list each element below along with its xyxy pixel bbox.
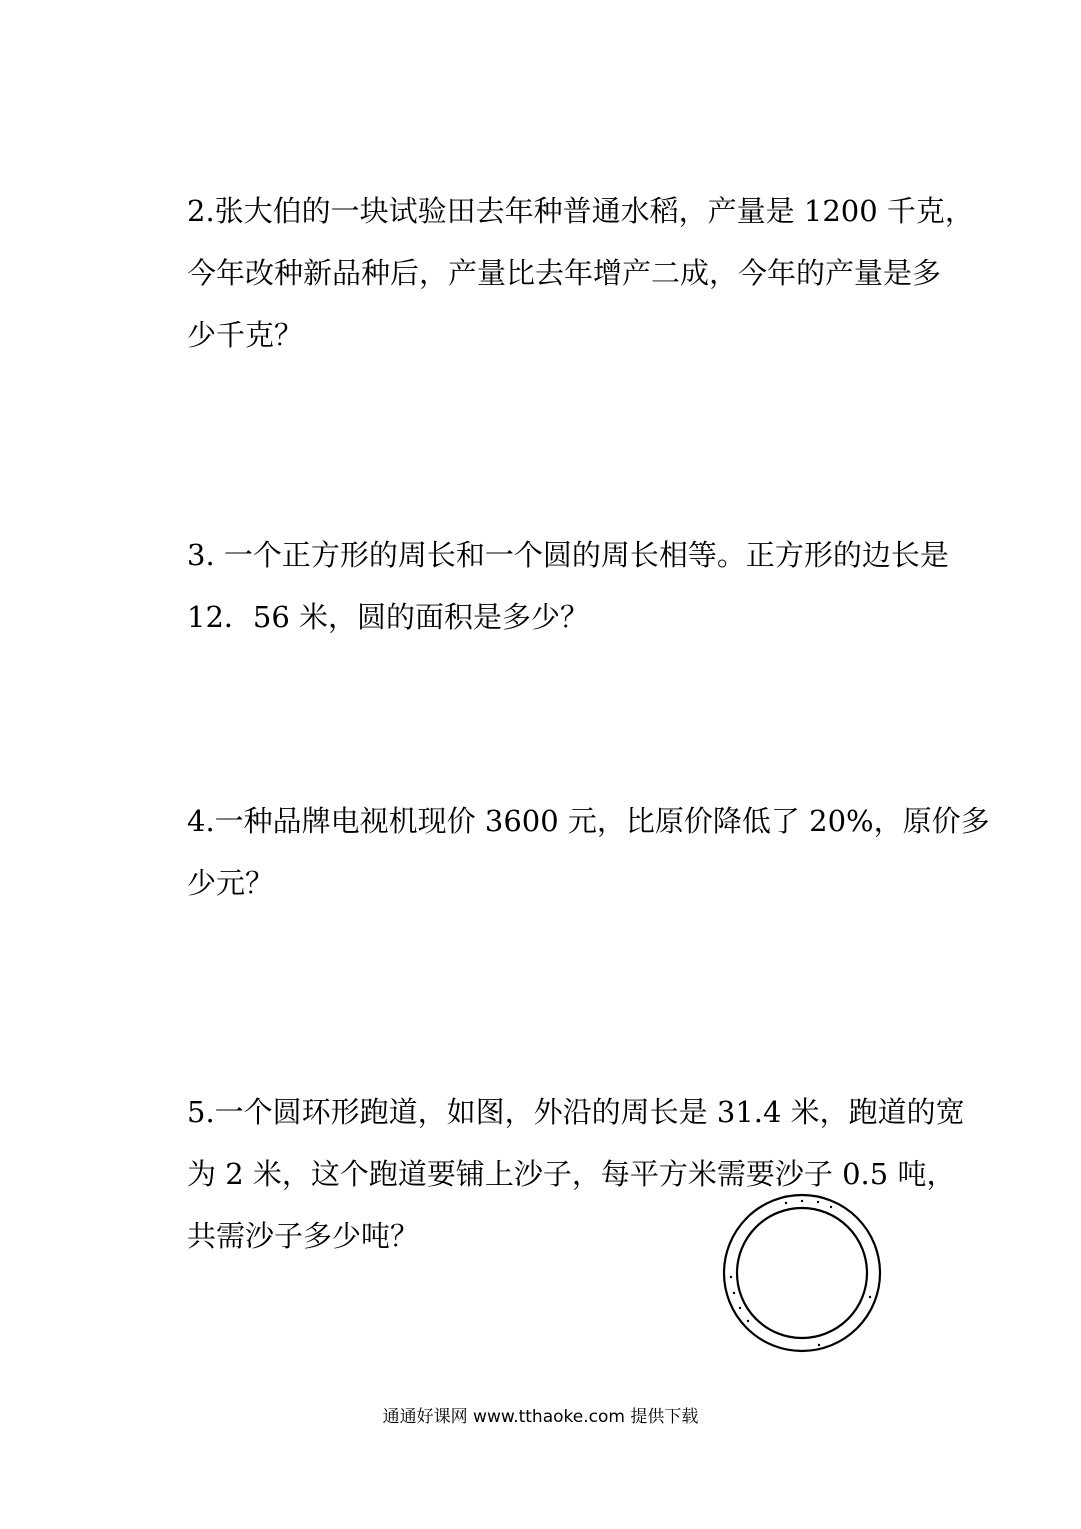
problem-3 [187, 524, 967, 648]
problem-2 [187, 180, 974, 366]
inner-circle [737, 1208, 867, 1338]
track-dot [730, 1276, 732, 1278]
track-dot [747, 1320, 749, 1322]
problem-line: 4.一种品牌电视机现价 3600 元，比原价降低了 20%，原价多 [187, 804, 990, 838]
problem-line: 12．56 米，圆的面积是多少？ [187, 600, 590, 634]
problem-line: 2.张大伯的一块试验田去年种普通水稻，产量是 1200 千克， [187, 194, 974, 228]
track-dot [817, 1201, 819, 1203]
track-dot [830, 1206, 832, 1208]
problem-line: 共需沙子多少吨？ [187, 1219, 420, 1253]
track-dot [869, 1296, 871, 1298]
outer-circle [724, 1195, 880, 1351]
problem-line: 为 2 米，这个跑道要铺上沙子，每平方米需要沙子 0.5 吨， [187, 1157, 956, 1191]
track-dot [733, 1292, 735, 1294]
problem-line: 今年改种新品种后，产量比去年增产二成，今年的产量是多 [187, 256, 942, 290]
track-dot [785, 1202, 787, 1204]
problem-line: 少千克？ [187, 318, 304, 352]
problem-4 [187, 790, 990, 914]
track-dot [801, 1200, 803, 1202]
track-dot [739, 1307, 741, 1309]
problem-line: 少元？ [187, 866, 275, 900]
ring-track-icon [718, 1189, 886, 1357]
problem-line: 5.一个圆环形跑道，如图，外沿的周长是 31.4 米，跑道的宽 [187, 1095, 965, 1129]
track-dot [818, 1344, 820, 1346]
problem-line: 3. 一个正方形的周长和一个圆的周长相等。正方形的边长是 [187, 538, 949, 572]
footer-source-note: 通通好课网 www.tthaoke.com 提供下载 [382, 1407, 699, 1427]
